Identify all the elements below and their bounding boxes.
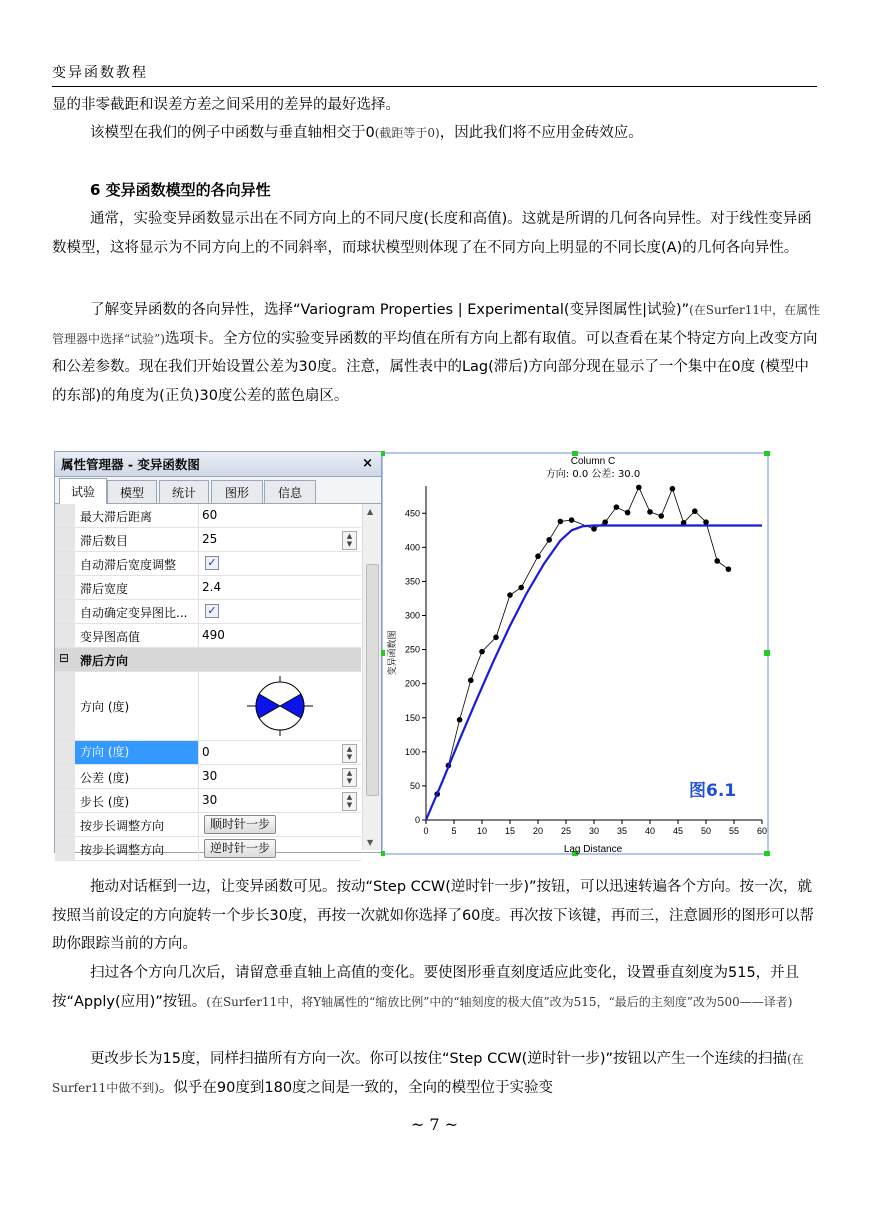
selection-handle xyxy=(381,851,385,856)
x-tick-label: 30 xyxy=(588,826,600,836)
row-lag-width xyxy=(55,576,361,600)
max-lag-field[interactable]: 60 xyxy=(202,508,218,522)
row-step xyxy=(55,789,361,813)
auto-vario-checkbox[interactable]: ✓ xyxy=(205,604,219,618)
experimental-point xyxy=(614,504,620,510)
step-stepper[interactable]: ▲ ▼ xyxy=(342,792,357,811)
row-label: 方向 (度) xyxy=(75,741,198,764)
row-label: 自动确定变异图比... xyxy=(80,606,188,620)
selection-handle xyxy=(764,650,770,656)
x-tick-label: 20 xyxy=(532,826,544,836)
experimental-point xyxy=(647,509,653,515)
scrollbar-thumb[interactable] xyxy=(366,564,379,796)
row-direction-graphic xyxy=(55,672,361,741)
experimental-point xyxy=(507,592,513,598)
y-tick-label: 350 xyxy=(404,576,420,587)
paragraph-5-text: 拖动对话框到一边，让变异函数可见。按动“Step CCW(逆时针一步)”按钮，可以迅速转遍各个方向。按一次，就按照当前设定的方向旋转一个步长30度，再按一次就如你选择了60度。再次按下该键，再而三，注意圆形的图形可以帮助你跟踪当前的方向。 xyxy=(52,879,814,952)
x-tick-label: 50 xyxy=(700,826,712,836)
property-manager-panel xyxy=(54,451,382,857)
experimental-point xyxy=(569,517,575,523)
tab-model[interactable]: 模型 xyxy=(107,480,157,503)
experimental-point xyxy=(535,553,541,559)
paragraph-3 xyxy=(52,205,822,262)
y-tick-label: 50 xyxy=(409,780,420,791)
y-tick-label: 100 xyxy=(404,746,420,757)
step-ccw-button[interactable]: 逆时针一步 xyxy=(204,839,276,858)
tab-experimental[interactable]: 试验 xyxy=(59,478,107,504)
row-label: 步长 (度) xyxy=(80,795,130,809)
experimental-series-line xyxy=(426,487,728,820)
paragraph-6 xyxy=(52,959,822,1016)
running-header: 变异函数教程 xyxy=(52,65,148,81)
paragraph-6-note: (在Surfer11中，将Y轴属性的“缩放比例”中的“轴刻度的极大值”改为515，“最后的主刻度”改为500——译者) xyxy=(206,994,793,1009)
y-tick-label: 250 xyxy=(404,644,420,655)
tab-info[interactable]: 信息 xyxy=(264,480,316,503)
paragraph-3-text: 通常，实验变异函数显示出在不同方向上的不同尺度(长度和高值)。这就是所谓的几何各向异性。对于线性变异函数模型，这将显示为不同方向上的不同斜率，而球状模型则体现了在不同方向上明显的不同长度(A)的几何各向异性。 xyxy=(52,211,812,256)
x-tick-label: 10 xyxy=(476,826,488,836)
x-tick-label: 55 xyxy=(728,826,740,836)
experimental-point xyxy=(670,486,676,492)
auto-lag-width-checkbox[interactable]: ✓ xyxy=(205,556,219,570)
paragraph-2-note: (截距等于0) xyxy=(374,126,440,140)
row-direction xyxy=(55,741,361,765)
row-tolerance xyxy=(55,765,361,789)
x-tick-label: 15 xyxy=(504,826,516,836)
experimental-point xyxy=(636,485,642,491)
tolerance-field[interactable]: 30 xyxy=(202,769,218,783)
experimental-point xyxy=(493,635,499,641)
tab-bar xyxy=(55,477,381,504)
x-tick-label: 35 xyxy=(616,826,628,836)
row-label: 公差 (度) xyxy=(80,771,130,785)
y-axis-label: 变异函数图 xyxy=(388,630,398,676)
direction-field[interactable]: 0 xyxy=(202,745,210,759)
row-label: 按步长调整方向 xyxy=(80,819,165,833)
vertical-scrollbar[interactable] xyxy=(362,504,381,850)
paragraph-2-text-b: ，因此我们将不应用金砖效应。 xyxy=(439,125,643,141)
y-tick-label: 450 xyxy=(404,508,420,519)
collapse-icon[interactable]: ⊟ xyxy=(59,651,70,665)
paragraph-5 xyxy=(52,873,822,959)
paragraph-6-text-a: 扫过各个方向几次后，请留意垂直轴上高值的变化。要使图形垂直刻度适应此变化，设置垂直刻度为515，并且按“Apply(应用)”按钮。 xyxy=(52,965,800,1010)
paragraph-1 xyxy=(52,91,822,120)
row-label: 自动滞后宽度调整 xyxy=(80,558,177,572)
scroll-down-icon[interactable]: ▼ xyxy=(367,838,374,847)
y-tick-label: 200 xyxy=(404,678,420,689)
x-tick-label: 25 xyxy=(560,826,572,836)
experimental-point xyxy=(658,513,664,519)
paragraph-7-note: (在Surfer11中做不到) xyxy=(52,1052,804,1095)
experimental-point xyxy=(714,558,720,564)
scroll-up-icon[interactable]: ▲ xyxy=(367,507,374,516)
row-label: 变异图高值 xyxy=(80,630,141,644)
paragraph-4-text-a: 了解变异函数的各向异性，选择“Variogram Properties | Experimental(变异图属性|试验)” xyxy=(90,302,690,318)
paragraph-7-text-a: 更改步长为15度，同样扫描所有方向一次。你可以按住“Step CCW(逆时针一步)”按钮以产生一个连续的扫描 xyxy=(90,1051,787,1067)
x-axis-label: Lag Distance xyxy=(563,844,623,855)
selection-handle xyxy=(381,451,385,456)
experimental-point xyxy=(726,566,732,572)
experimental-point xyxy=(625,510,631,516)
x-tick-label: 0 xyxy=(423,826,429,836)
row-label: 方向 (度) xyxy=(80,700,130,714)
row-vario-max xyxy=(55,624,361,648)
section-label: 滞后方向 xyxy=(80,654,129,668)
chart-title: Column C xyxy=(570,456,616,467)
paragraph-4 xyxy=(52,296,822,410)
row-step-ccw xyxy=(55,837,361,861)
lag-width-field[interactable]: 2.4 xyxy=(202,580,222,594)
property-grid xyxy=(55,504,361,861)
experimental-point xyxy=(457,717,463,723)
tab-graphics[interactable]: 图形 xyxy=(211,480,263,503)
section-heading: 6 变异函数模型的各向异性 xyxy=(90,181,271,199)
section-lag-direction[interactable] xyxy=(55,648,361,672)
page-number: ~ 7 ~ xyxy=(410,1115,459,1134)
panel-title: 属性管理器 - 变异函数图 xyxy=(55,452,381,477)
figure-label: 图6.1 xyxy=(689,781,737,801)
selection-handle xyxy=(764,851,770,856)
tab-statistics[interactable]: 统计 xyxy=(159,480,209,503)
x-tick-label: 5 xyxy=(451,826,457,836)
row-max-lag xyxy=(55,504,361,528)
selection-handle xyxy=(381,650,385,656)
header-rule xyxy=(52,86,817,87)
direction-stepper[interactable]: ▲ ▼ xyxy=(342,744,357,763)
num-lags-field[interactable]: 25 xyxy=(202,532,218,546)
x-tick-label: 40 xyxy=(644,826,656,836)
row-label: 按步长调整方向 xyxy=(80,843,165,857)
experimental-point xyxy=(558,519,564,525)
num-lags-stepper[interactable]: ▲ ▼ xyxy=(342,531,357,550)
row-label: 滞后数目 xyxy=(80,534,129,548)
experimental-point xyxy=(602,519,608,525)
row-label: 最大滞后距离 xyxy=(80,510,153,524)
row-num-lags xyxy=(55,528,361,552)
direction-dial-icon xyxy=(245,676,315,736)
row-auto-lag-width xyxy=(55,552,361,576)
close-icon[interactable]: × xyxy=(362,456,373,471)
experimental-point xyxy=(479,649,485,655)
experimental-point xyxy=(591,526,597,532)
paragraph-4-note: (在Surfer11中，在属性管理器中选择“试验”) xyxy=(52,303,821,346)
experimental-point xyxy=(518,585,524,591)
row-auto-vario xyxy=(55,600,361,624)
experimental-point xyxy=(468,677,474,683)
row-label: 滞后宽度 xyxy=(80,582,129,596)
y-tick-label: 150 xyxy=(404,712,420,723)
experimental-point xyxy=(546,537,552,543)
chart-subtitle: 方向: 0.0 公差: 30.0 xyxy=(545,469,641,480)
paragraph-7 xyxy=(52,1045,822,1102)
paragraph-7-text-b: 。似乎在90度到180度之间是一致的，全向的模型位于实验变 xyxy=(158,1079,554,1096)
row-step-cw xyxy=(55,813,361,837)
y-tick-label: 400 xyxy=(404,542,420,553)
y-tick-label: 300 xyxy=(404,610,420,621)
selection-handle xyxy=(764,451,770,456)
paragraph-2 xyxy=(52,119,822,148)
step-field[interactable]: 30 xyxy=(202,793,218,807)
tolerance-stepper[interactable]: ▲ ▼ xyxy=(342,768,357,787)
x-tick-label: 45 xyxy=(672,826,684,836)
paragraph-2-text-a: 该模型在我们的例子中函数与垂直轴相交于0 xyxy=(90,125,375,141)
y-tick-label: 0 xyxy=(414,815,420,825)
vario-max-field[interactable]: 490 xyxy=(202,628,225,642)
x-tick-label: 60 xyxy=(756,826,768,836)
paragraph-1-text: 显的非零截距和误差方差之间采用的差异的最好选择。 xyxy=(52,97,400,113)
step-cw-button[interactable]: 顺时针一步 xyxy=(204,815,276,834)
experimental-point xyxy=(692,508,698,514)
paragraph-4-text-b: 选项卡。全方位的实验变异函数的平均值在所有方向上都有取值。可以查看在某个特定方向上改变方向和公差参数。现在我们开始设置公差为30度。注意，属性表中的Lag(滞后)方向部分现在显示了一个集中在0度 (模型中的东部)的角度为(正负)30度公差的蓝色扇区。 xyxy=(52,330,818,404)
experimental-point xyxy=(703,519,709,525)
